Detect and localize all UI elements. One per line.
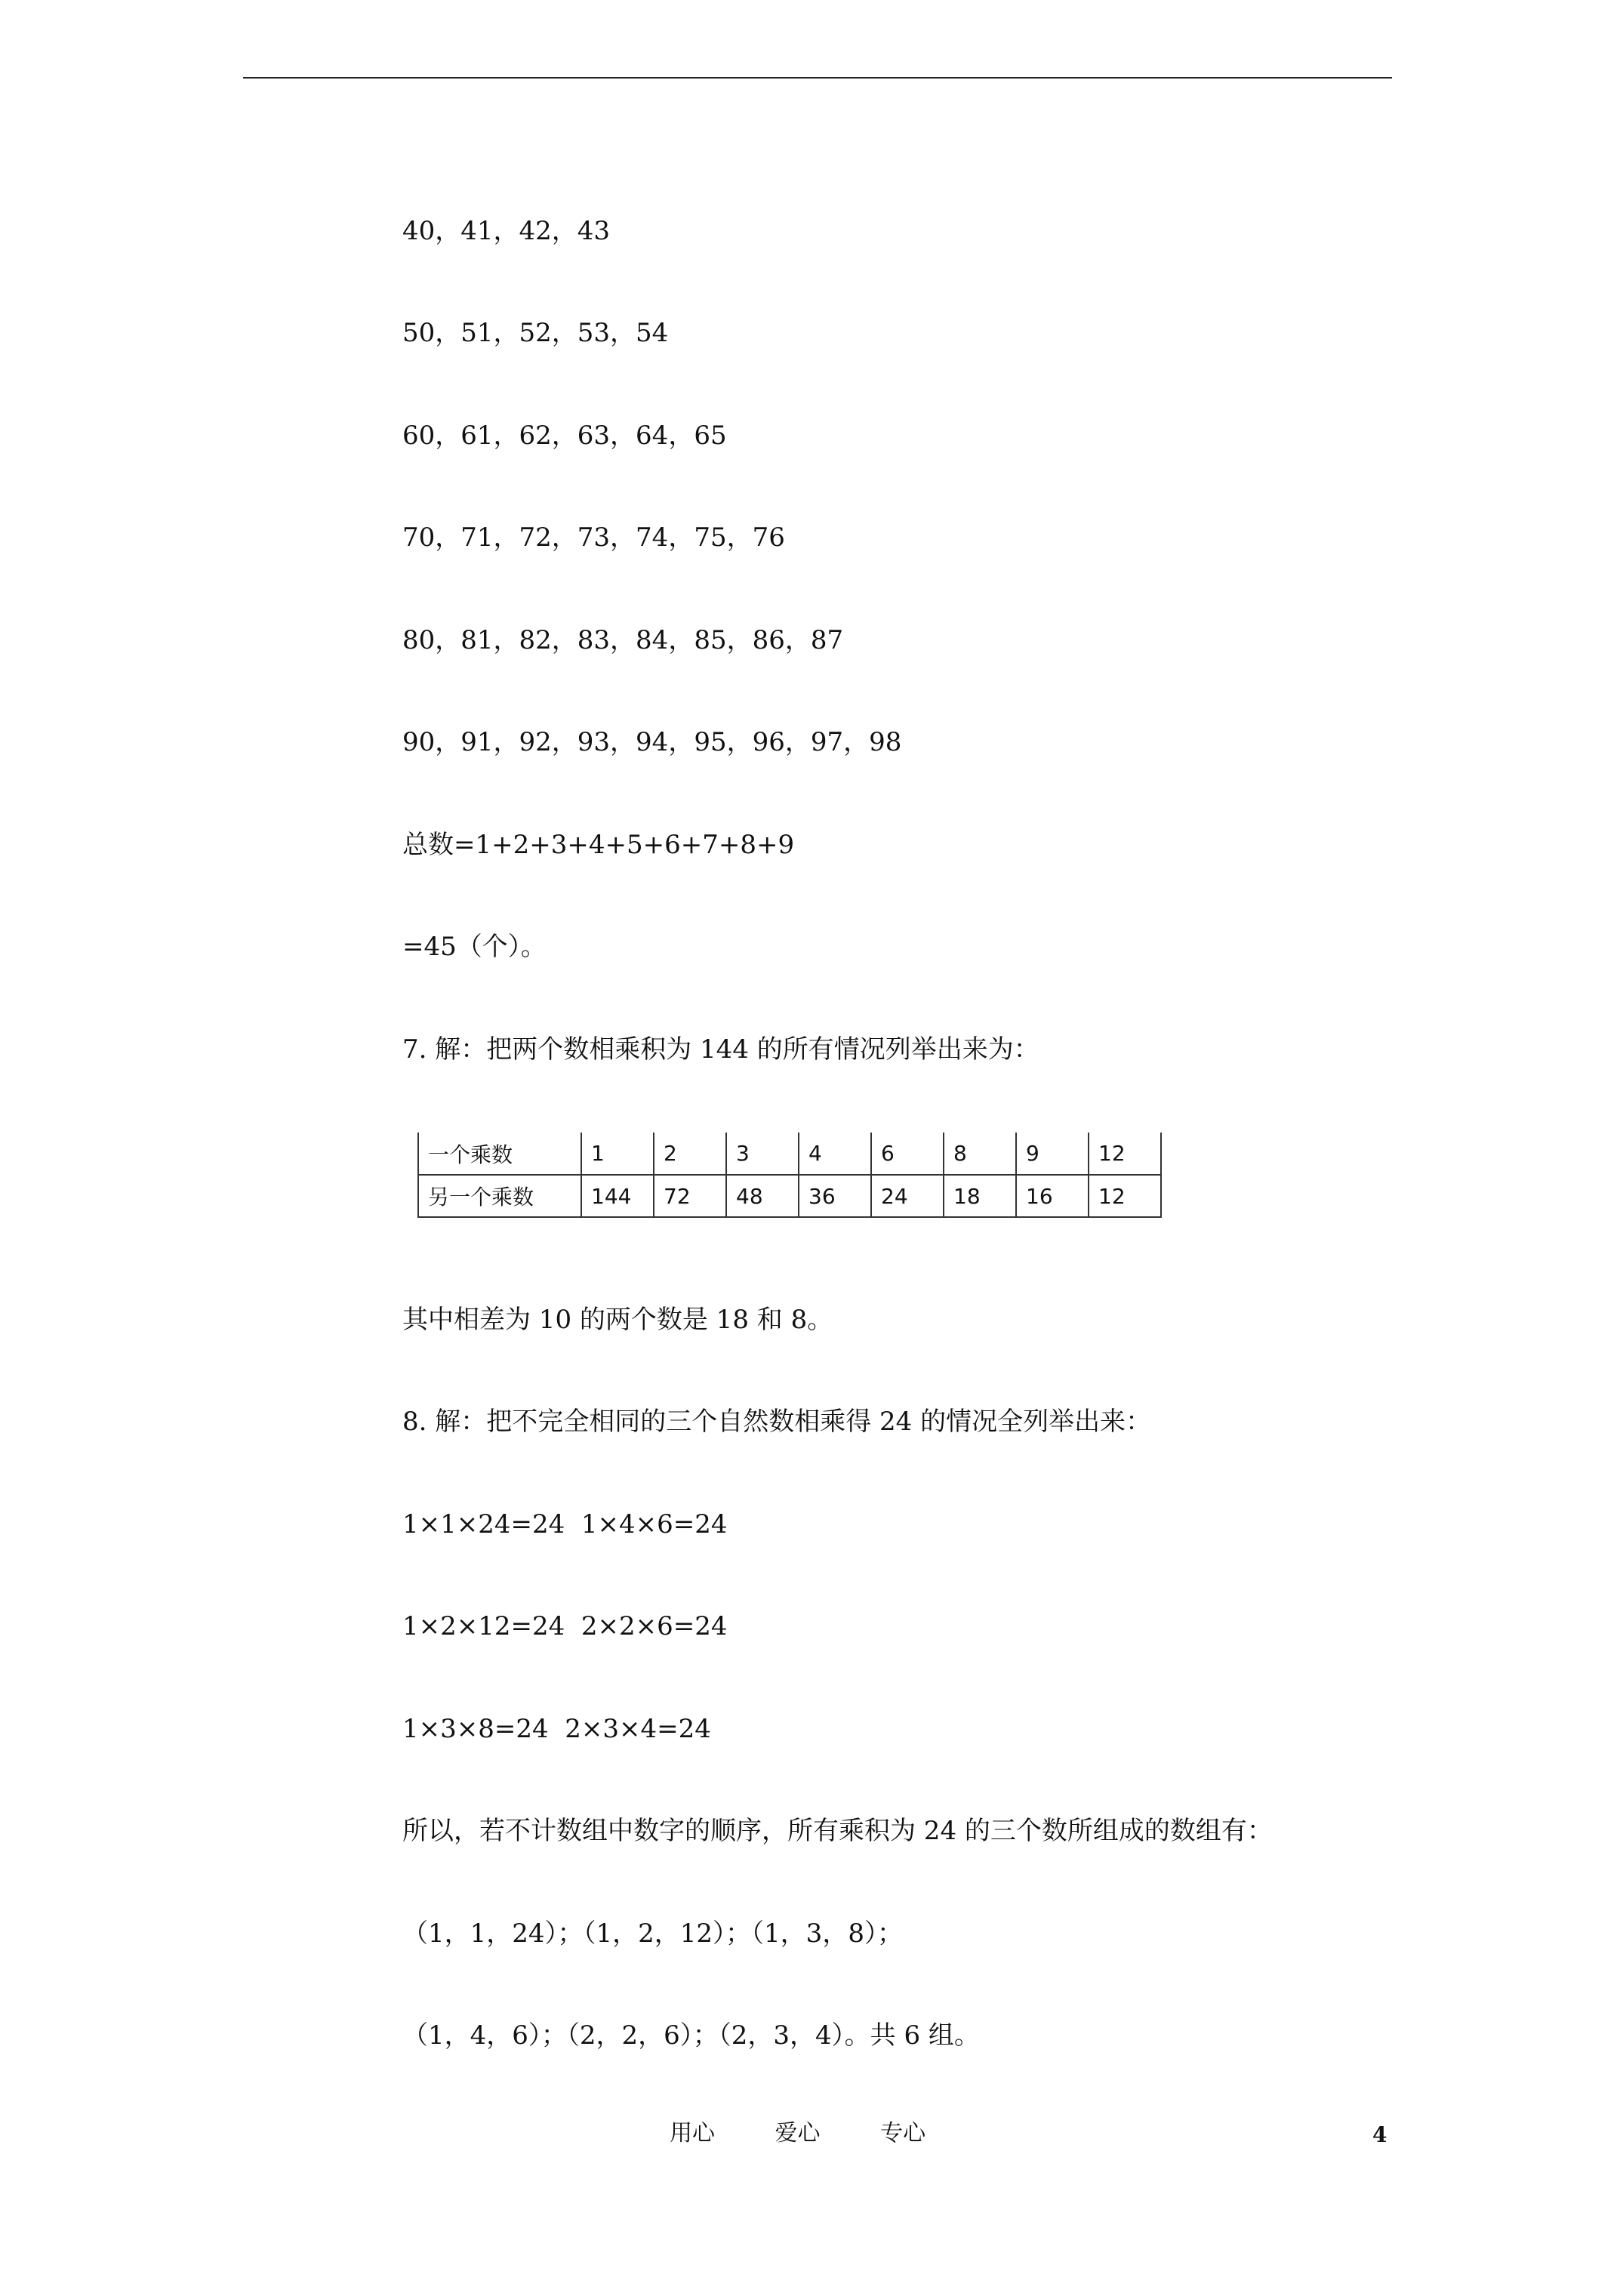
table-cell: 48 (726, 1175, 799, 1217)
table-cell: 144 (581, 1175, 654, 1217)
solution-8-heading: 8. 解：把不完全相同的三个自然数相乘得 24 的情况全列举出来： (402, 1407, 1152, 1437)
table-cell: 16 (1016, 1175, 1089, 1217)
sequence-line-70: 70，71，72，73，74，75，76 (402, 522, 785, 553)
solution-7-conclusion: 其中相差为 10 的两个数是 18 和 8。 (402, 1305, 833, 1335)
table-cell: 36 (799, 1175, 871, 1217)
footer-text-3: 专心 (880, 2120, 926, 2147)
table-cell: 8 (944, 1133, 1016, 1175)
factor-pairs-table (417, 1133, 1162, 1218)
table-cell: 12 (1089, 1133, 1161, 1175)
footer-text-2: 爱心 (775, 2120, 821, 2147)
table-cell: 24 (871, 1175, 944, 1217)
table-row-header: 一个乘数 (418, 1133, 581, 1175)
solution-7-heading: 7. 解：把两个数相乘积为 144 的所有情况列举出来为： (402, 1034, 1039, 1065)
page-number: 4 (1372, 2122, 1387, 2147)
product-equations-3: 1×3×8=24 2×3×4=24 (402, 1714, 711, 1744)
sequence-line-40: 40，41，42，43 (402, 216, 611, 246)
table-cell: 2 (654, 1133, 726, 1175)
triples-line-2: （1，4，6）；（2，2，6）；（2，3，4）。共 6 组。 (402, 2020, 980, 2051)
triples-line-1: （1，1，24）；（1，2，12）；（1，3，8）； (402, 1918, 903, 1949)
table-row (418, 1133, 1161, 1175)
sequence-line-60: 60，61，62，63，64，65 (402, 421, 727, 451)
table-cell: 18 (944, 1175, 1016, 1217)
sequence-line-50: 50，51，52，53，54 (402, 318, 669, 348)
sequence-line-90: 90，91，92，93，94，95，96，97，98 (402, 727, 902, 757)
product-equations-1: 1×1×24=24 1×4×6=24 (402, 1509, 728, 1539)
footer-text-1: 用心 (670, 2120, 715, 2147)
table-cell: 3 (726, 1133, 799, 1175)
table-cell: 6 (871, 1133, 944, 1175)
table-cell: 4 (799, 1133, 871, 1175)
product-equations-2: 1×2×12=24 2×2×6=24 (402, 1611, 728, 1641)
page-footer (670, 2120, 925, 2147)
total-formula: 总数=1+2+3+4+5+6+7+8+9 (402, 830, 795, 860)
table-row (418, 1175, 1161, 1217)
table-cell: 72 (654, 1175, 726, 1217)
table-cell: 1 (581, 1133, 654, 1175)
header-rule (243, 77, 1392, 79)
solution-8-summary: 所以，若不计数组中数字的顺序，所有乘积为 24 的三个数所组成的数组有： (402, 1816, 1273, 1846)
table-cell: 12 (1089, 1175, 1161, 1217)
sequence-line-80: 80，81，82，83，84，85，86，87 (402, 625, 844, 655)
table-row-header: 另一个乘数 (418, 1175, 581, 1217)
total-result: =45（个）。 (402, 932, 547, 962)
table-cell: 9 (1016, 1133, 1089, 1175)
